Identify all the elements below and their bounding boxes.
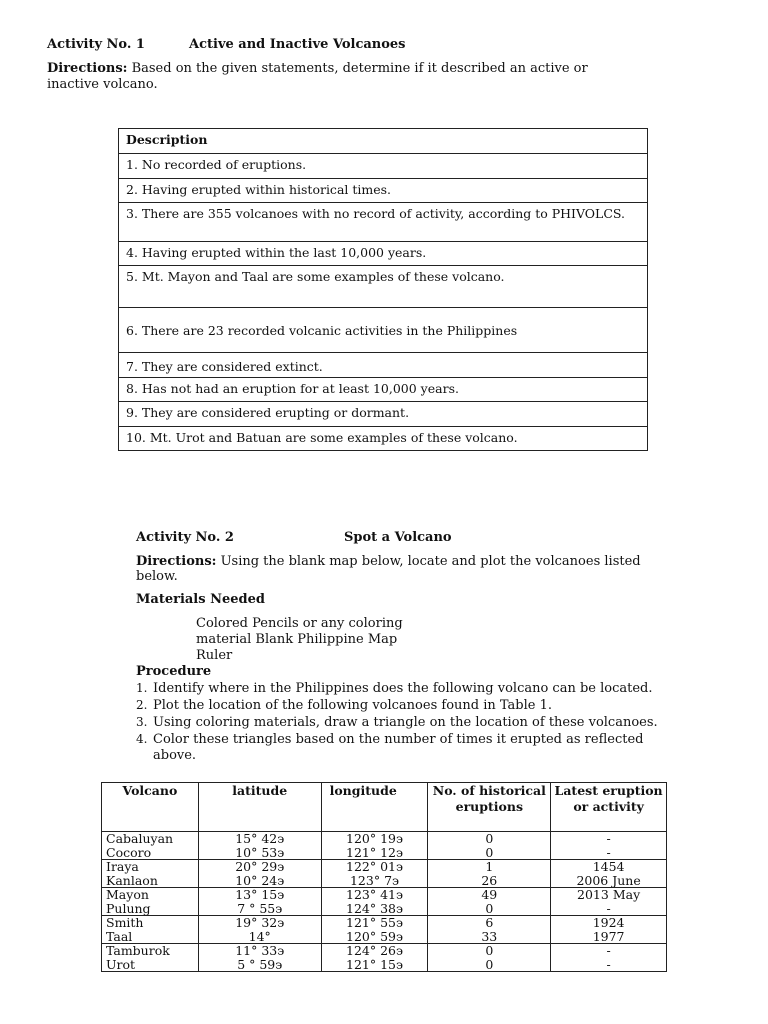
table-row bbox=[102, 916, 667, 930]
procedure-heading: Procedure bbox=[136, 664, 212, 679]
volcano-name: Urot bbox=[102, 958, 199, 972]
description-header: Description bbox=[119, 129, 648, 154]
table-row bbox=[102, 944, 667, 958]
directions-text-line2: inactive volcano. bbox=[47, 77, 158, 92]
materials-line: Ruler bbox=[196, 648, 233, 663]
latest-cell: - bbox=[551, 902, 667, 916]
volcano-name: Smith bbox=[102, 916, 199, 930]
latitude-cell: 7 ° 55϶ bbox=[198, 902, 321, 916]
table-row bbox=[102, 930, 667, 944]
header-latest: Latest eruption or activity bbox=[551, 783, 667, 832]
latest-cell: 1454 bbox=[551, 860, 667, 874]
procedure-item: 2. Plot the location of the following volcanoes found in Table 1. bbox=[136, 698, 553, 713]
longitude-cell: 120° 59϶ bbox=[321, 930, 428, 944]
latest-cell: - bbox=[551, 958, 667, 972]
eruptions-cell: 33 bbox=[428, 930, 551, 944]
eruptions-cell: 0 bbox=[428, 902, 551, 916]
description-row: 8. Has not had an eruption for at least 10,000 years. bbox=[119, 378, 648, 402]
description-row: 3. There are 355 volcanoes with no record of activity, according to PHIVOLCS. bbox=[119, 203, 648, 242]
eruptions-cell: 6 bbox=[428, 916, 551, 930]
procedure-list bbox=[136, 680, 736, 764]
eruptions-cell: 0 bbox=[428, 832, 551, 846]
longitude-cell: 124° 38϶ bbox=[321, 902, 428, 916]
description-row: 2. Having erupted within historical times. bbox=[119, 179, 648, 203]
volcano-name: Cocoro bbox=[102, 846, 199, 860]
directions-text: Based on the given statements, determine if it described an active or bbox=[127, 61, 588, 76]
eruptions-cell: 26 bbox=[428, 874, 551, 888]
eruptions-cell: 49 bbox=[428, 888, 551, 902]
materials-line: material Blank Philippine Map bbox=[196, 632, 398, 647]
longitude-cell: 122° 01϶ bbox=[321, 860, 428, 874]
description-row: 4. Having erupted within the last 10,000 years. bbox=[119, 242, 648, 266]
latest-cell: - bbox=[551, 832, 667, 846]
latitude-cell: 14° bbox=[198, 930, 321, 944]
materials-heading: Materials Needed bbox=[136, 592, 265, 607]
header-eruptions: No. of historical eruptions bbox=[428, 783, 551, 832]
activity1-number: Activity No. 1 bbox=[47, 37, 145, 52]
volcano-name: Iraya bbox=[102, 860, 199, 874]
longitude-cell: 123° 41϶ bbox=[321, 888, 428, 902]
eruptions-cell: 0 bbox=[428, 958, 551, 972]
latitude-cell: 20° 29϶ bbox=[198, 860, 321, 874]
directions-text-line2: below. bbox=[136, 569, 178, 584]
directions-text: Using the blank map below, locate and plot the volcanoes listed bbox=[216, 554, 641, 569]
description-table bbox=[118, 128, 648, 451]
description-row: 7. They are considered extinct. bbox=[119, 353, 648, 378]
longitude-cell: 123° 7϶ bbox=[321, 874, 428, 888]
longitude-cell: 120° 19϶ bbox=[321, 832, 428, 846]
table-row bbox=[102, 860, 667, 874]
latitude-cell: 15° 42϶ bbox=[198, 832, 321, 846]
longitude-cell: 121° 15϶ bbox=[321, 958, 428, 972]
latitude-cell: 5 ° 59϶ bbox=[198, 958, 321, 972]
table-row bbox=[102, 902, 667, 916]
volcano-name: Kanlaon bbox=[102, 874, 199, 888]
activity2-directions bbox=[136, 554, 736, 584]
latest-cell: - bbox=[551, 944, 667, 958]
latest-cell: 1924 bbox=[551, 916, 667, 930]
latest-cell: - bbox=[551, 846, 667, 860]
directions-label: Directions: bbox=[136, 554, 217, 569]
materials-list bbox=[196, 616, 403, 664]
latest-cell: 2013 May bbox=[551, 888, 667, 902]
description-row: 1. No recorded of eruptions. bbox=[119, 154, 648, 179]
eruptions-cell: 1 bbox=[428, 860, 551, 874]
description-row: 5. Mt. Mayon and Taal are some examples of these volcano. bbox=[119, 266, 648, 308]
materials-line: Colored Pencils or any coloring bbox=[196, 616, 403, 631]
eruptions-cell: 0 bbox=[428, 944, 551, 958]
latitude-cell: 11° 33϶ bbox=[198, 944, 321, 958]
directions-label: Directions: bbox=[47, 61, 128, 76]
latitude-cell: 19° 32϶ bbox=[198, 916, 321, 930]
table-row bbox=[102, 874, 667, 888]
header-latitude: latitude bbox=[198, 783, 321, 832]
activity1-title: Active and Inactive Volcanoes bbox=[189, 37, 406, 52]
volcano-name: Mayon bbox=[102, 888, 199, 902]
latitude-cell: 13° 15϶ bbox=[198, 888, 321, 902]
description-row: 10. Mt. Urot and Batuan are some examples of these volcano. bbox=[119, 427, 648, 451]
longitude-cell: 121° 55϶ bbox=[321, 916, 428, 930]
latest-cell: 2006 June bbox=[551, 874, 667, 888]
header-volcano: Volcano bbox=[102, 783, 199, 832]
latitude-cell: 10° 53϶ bbox=[198, 846, 321, 860]
longitude-cell: 121° 12϶ bbox=[321, 846, 428, 860]
procedure-item: 3. Using coloring materials, draw a triangle on the location of these volcanoes. bbox=[136, 715, 658, 730]
table-row bbox=[102, 846, 667, 860]
volcano-name: Tamburok bbox=[102, 944, 199, 958]
volcano-name: Pulung bbox=[102, 902, 199, 916]
procedure-item: 1. Identify where in the Philippines does the following volcano can be located. bbox=[136, 681, 653, 696]
volcano-table bbox=[101, 782, 667, 972]
header-longitude: longitude bbox=[321, 783, 428, 832]
table-row bbox=[102, 888, 667, 902]
procedure-item: 4. Color these triangles based on the number of times it erupted as reflected above. bbox=[136, 732, 644, 763]
eruptions-cell: 0 bbox=[428, 846, 551, 860]
description-row: 6. There are 23 recorded volcanic activities in the Philippines bbox=[119, 308, 648, 353]
latitude-cell: 10° 24϶ bbox=[198, 874, 321, 888]
activity2-number: Activity No. 2 bbox=[136, 530, 234, 545]
activity2-title: Spot a Volcano bbox=[344, 530, 452, 545]
table-row bbox=[102, 958, 667, 972]
description-row: 9. They are considered erupting or dormant. bbox=[119, 402, 648, 427]
activity1-directions bbox=[47, 61, 727, 93]
table-row bbox=[102, 832, 667, 846]
longitude-cell: 124° 26϶ bbox=[321, 944, 428, 958]
latest-cell: 1977 bbox=[551, 930, 667, 944]
volcano-name: Taal bbox=[102, 930, 199, 944]
volcano-name: Cabaluyan bbox=[102, 832, 199, 846]
